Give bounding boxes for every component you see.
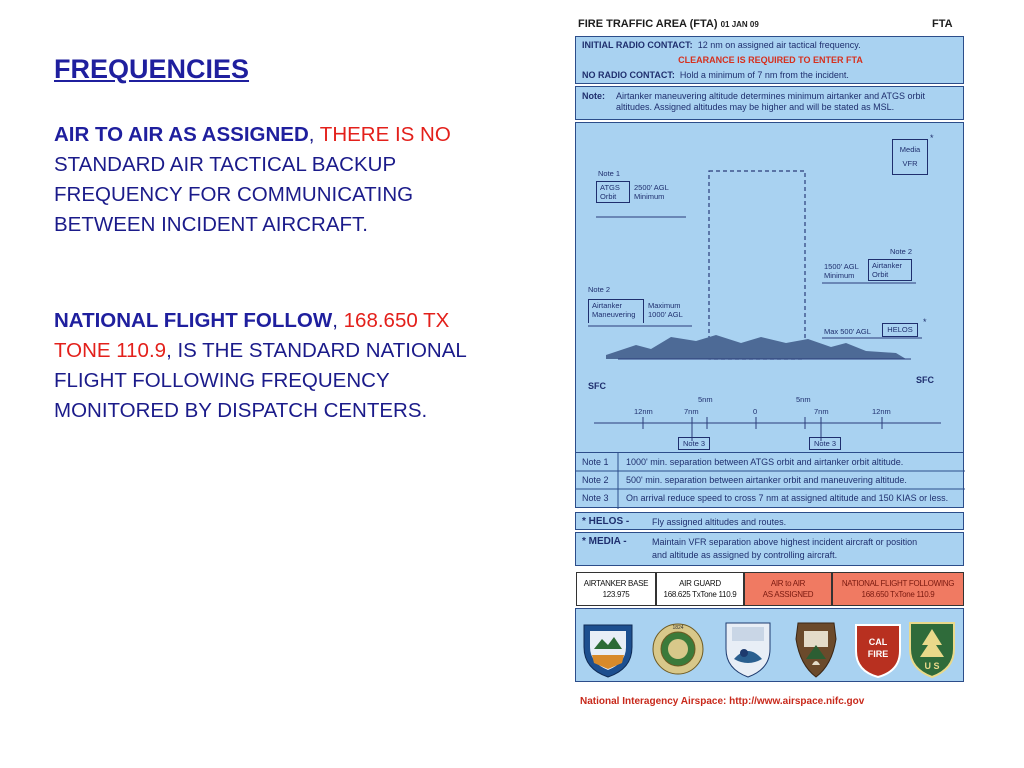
altitude-note-panel	[575, 86, 964, 120]
terrain-profile	[606, 335, 906, 359]
max-1000-line2: 1000' AGL	[648, 310, 683, 319]
helos-row	[575, 512, 964, 530]
freq-line1: AIRTANKER BASE	[583, 579, 649, 588]
note2-text: 500' min. separation between airtanker orbit and maneuvering altitude.	[626, 475, 907, 485]
scale-5nm-left: 5nm	[698, 395, 713, 404]
freq-line2: AS ASSIGNED	[762, 590, 814, 599]
note1-tag: Note 1	[598, 169, 621, 178]
media-vfr-box	[892, 139, 928, 175]
air-to-air-body: STANDARD AIR TACTICAL BACKUP FREQUENCY FOR COMMUNICATING BETWEEN INCIDENT AIRCRAFT.	[54, 153, 414, 236]
air-to-air-paragraph	[54, 120, 474, 240]
freq-national-flight-following	[832, 572, 964, 606]
no-radio-line	[582, 70, 849, 80]
airtanker-orbit-box	[868, 259, 912, 281]
scale-12nm-left: 12nm	[634, 407, 653, 416]
scale-7nm-left: 7nm	[684, 407, 699, 416]
freq-line1: AIR GUARD	[679, 579, 721, 588]
freq-airtanker-base	[576, 572, 656, 606]
freq-line2: 168.650 TxTone 110.9	[861, 590, 935, 599]
atgs-label: ATGS	[600, 183, 620, 192]
there-is-no-text: THERE IS NO	[319, 123, 451, 146]
altitude-diagram-panel	[575, 122, 964, 454]
scale-12nm-right: 12nm	[872, 407, 891, 416]
card-header-title	[578, 18, 759, 30]
note2-label: Note 2	[582, 475, 609, 485]
flight-follow-paragraph	[54, 306, 474, 426]
media-asterisk: *	[930, 133, 934, 143]
calfire-seal-icon	[852, 619, 904, 679]
air-to-air-heading: AIR TO AIR AS ASSIGNED	[54, 123, 309, 146]
agl-1500-line2: Minimum	[824, 271, 855, 280]
atgs-orbit-box	[596, 181, 630, 203]
calfire-seal-text-1: CAL	[868, 637, 888, 647]
agl-1500-text	[824, 262, 859, 280]
page-title: FREQUENCIES	[54, 54, 250, 84]
usfs-shield-icon	[906, 619, 958, 679]
note3-text: On arrival reduce speed to cross 7 nm at assigned altitude and 150 KIAS or less.	[626, 493, 949, 503]
clearance-required-text: CLEARANCE IS REQUIRED TO ENTER FTA	[678, 55, 863, 65]
note3-right-box: Note 3	[809, 437, 841, 450]
flight-follow-body: , IS THE STANDARD NATIONAL FLIGHT FOLLOWING FREQUENCY MONITORED BY DISPATCH CENTERS.	[54, 339, 467, 422]
scale-5nm-right: 5nm	[796, 395, 811, 404]
flight-follow-heading: NATIONAL FLIGHT FOLLOW	[54, 309, 333, 332]
freq-line2: 123.975	[602, 590, 630, 599]
freq-line1: NATIONAL FLIGHT FOLLOWING	[841, 579, 955, 588]
fta-date: 01 JAN 09	[720, 20, 759, 29]
note3-label: Note 3	[582, 493, 609, 503]
helos-row-text: Fly assigned altitudes and routes.	[652, 517, 787, 527]
freq-air-guard	[656, 572, 744, 606]
usfs-seal-text: U S	[924, 661, 940, 671]
no-radio-text: Hold a minimum of 7 nm from the incident.	[679, 70, 849, 80]
orbit-label: Orbit	[600, 192, 617, 201]
scale-0: 0	[753, 407, 758, 416]
note-text: Airtanker maneuvering altitude determines minimum airtanker and ATGS orbit altitudes. Assigned altitudes may be higher and will be stated as MSL.	[616, 91, 925, 112]
notes-table	[575, 452, 964, 508]
airtanker-maneuvering-box	[588, 299, 644, 323]
helos-row-label: * HELOS -	[582, 516, 630, 527]
airspace-footer-link[interactable]: National Interagency Airspace: http://www.airspace.nifc.gov	[580, 696, 865, 707]
airtanker-label: Airtanker	[592, 301, 623, 310]
scale-7nm-right: 7nm	[814, 407, 829, 416]
fta-dashed-boundary	[709, 171, 805, 359]
freq-line1: AIR to AIR	[770, 579, 806, 588]
media-row	[575, 532, 964, 566]
max-1000-text	[648, 301, 683, 319]
radio-contact-panel	[575, 36, 964, 84]
agl-2500-line2: Minimum	[634, 192, 665, 201]
agl-2500-line1: 2500' AGL	[634, 183, 669, 192]
helos-asterisk: *	[923, 317, 927, 327]
note1-text: 1000' min. separation between ATGS orbit and airtanker orbit altitude.	[626, 457, 904, 467]
fire-traffic-area-card	[572, 14, 964, 714]
media-row-text-2: and altitude as assigned by controlling aircraft.	[652, 550, 838, 560]
vfr-label: VFR	[902, 159, 918, 168]
note1-label: Note 1	[582, 457, 609, 467]
sfc-left-label: SFC	[588, 381, 606, 391]
max-500-text: Max 500' AGL	[824, 327, 871, 336]
media-row-text-1: Maintain VFR separation above highest incident aircraft or position	[652, 537, 918, 547]
sfc-right-label: SFC	[916, 375, 934, 385]
max-1000-line1: Maximum	[648, 301, 681, 310]
bia-seal-year: 1824	[672, 625, 684, 631]
freq-line2: 168.625 TxTone 110.9	[663, 590, 737, 599]
fws-seal-icon	[722, 619, 774, 679]
fta-label: FTA	[932, 18, 953, 30]
note3-left-box: Note 3	[678, 437, 710, 450]
media-row-label: * MEDIA -	[582, 536, 627, 547]
nps-arrowhead-icon	[790, 619, 842, 679]
airtanker-label: Airtanker	[872, 261, 903, 270]
blm-seal-icon	[582, 619, 634, 679]
maneuvering-label: Maneuvering	[592, 310, 636, 319]
freq-air-to-air	[744, 572, 832, 606]
flight-follow-frequency: 168.650 TX TONE 110.9	[54, 309, 450, 362]
bia-seal-icon	[652, 619, 704, 679]
note2-right-tag: Note 2	[890, 247, 913, 256]
helos-box: HELOS	[882, 323, 918, 337]
orbit-label: Orbit	[872, 270, 889, 279]
note2-left-tag: Note 2	[588, 285, 611, 294]
agl-2500-text	[634, 183, 669, 201]
initial-contact-line	[582, 40, 861, 50]
fta-title: FIRE TRAFFIC AREA (FTA)	[578, 18, 718, 30]
comma: ,	[308, 123, 315, 146]
calfire-seal-text-2: FIRE	[867, 649, 889, 659]
agl-1500-line1: 1500' AGL	[824, 262, 859, 271]
comma: ,	[332, 309, 338, 332]
initial-contact-label: INITIAL RADIO CONTACT:	[582, 40, 693, 50]
media-label: Media	[899, 145, 921, 154]
note-label: Note:	[582, 91, 605, 101]
no-radio-label: NO RADIO CONTACT:	[582, 70, 675, 80]
initial-contact-text: 12 nm on assigned air tactical frequency.	[697, 40, 861, 50]
